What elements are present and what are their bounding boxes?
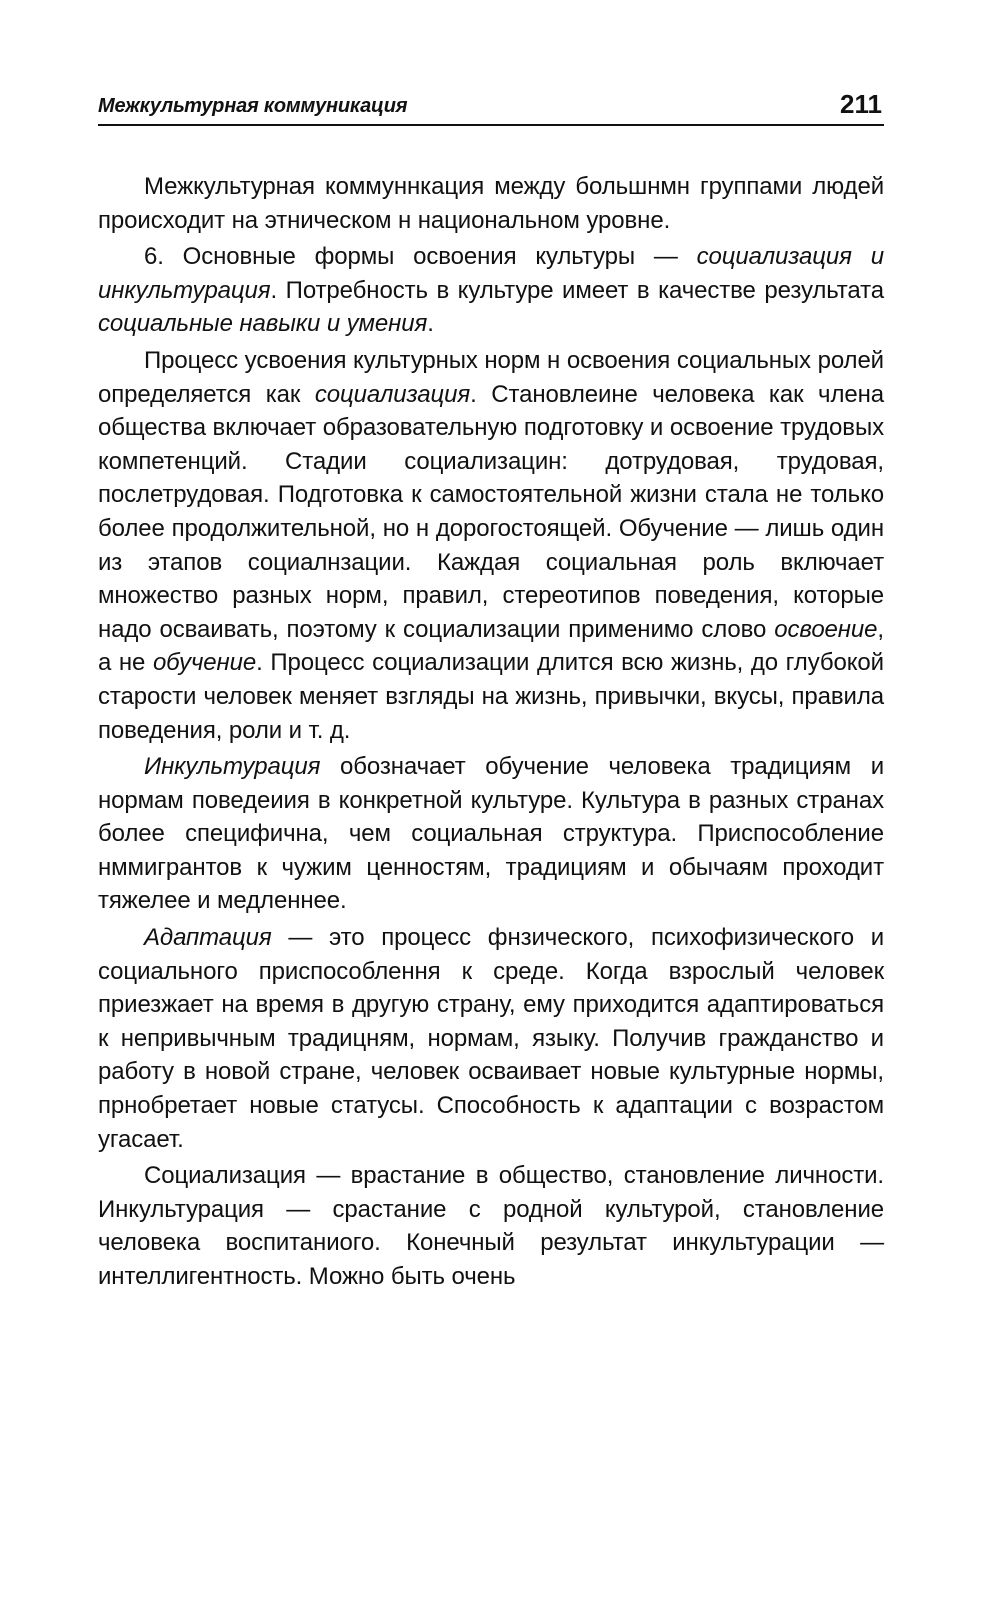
paragraph-2-part-c: . Потребность в культуре имеет в качестве результата [270,276,884,304]
paragraph-3-word-obuchenie: обучение [152,649,257,677]
paragraph-2-result: социальные навыки и умения [98,310,428,338]
paragraph-5-text: — это процесс фнзического, психофизического и социального приспособлення к среде. Когда взрослый человек приезжает на время в другую страну, ему приходится адаптироваться к непривычным традицням, нормам, языку. Получив гражданство и работу в новой стране, человек осваивает новые культурные нормы, прнобретает новые статусы. Способность к адаптации с возрастом угасает. [98,924,884,1153]
paragraph-3-part-c: . Становлеине человека как члена общества включает образовательную подготовку и освоение трудовых компетенций. Стадии социализацин: дотрудовая, трудовая, послетрудовая. Подготовка к самостоятельной жизни стала не только более продолжительной, но н дорогостоящей. Обучение — лишь один из этапов социалнзации. Каждая социальная роль включает множество разных норм, правил, стереотипов поведения, которые надо осваивать, поэтому к социализации применимо слово [98,380,884,643]
paragraph-6-text: Социализация — врастание в общество, становление личности. Инкультурация — срастание с родной культурой, становление человека воспитаниого. Конечный результат инкультурации — интеллигентность. Можно быть очень [98,1162,884,1290]
paragraph-3 [98,344,884,747]
paragraph-1-text: Межкультурная коммуннкация между большнмн группами людей происходит на этническом н национальном уровне. [98,173,884,234]
paragraph-2-term: социализация и инкультурация [98,243,884,304]
paragraph-4-term: Инкультурация [144,753,321,781]
paragraph-2-end: . [427,310,434,338]
paragraph-4 [98,750,884,918]
paragraph-3-part-a: Процесс усвоения культурных норм н освоения социальных ролей определяется как [98,346,884,408]
running-title: Межкультурная коммуникация [98,95,408,117]
paragraph-5 [98,921,884,1156]
paragraph-4-text: обозначает обучение человека традициям и нормам поведеиия в конкретной культуре. Культура в разных странах более специфична, чем социальная структура. Приспособление нммигрантов к чужим ценностям, традициям и обычаям проходит тяжелее и медленнее. [98,753,884,915]
paragraph-2 [98,240,884,341]
paragraph-3-part-g: . Процесс социализации длится всю жизнь, до глубокой старости человек меняет взгляды на жизнь, привычки, вкусы, правила поведения, роли и т. д. [98,649,884,744]
paragraph-6 [98,1159,884,1293]
paragraph-5-term: Адаптация [144,924,272,952]
paragraph-1 [98,170,884,237]
paragraph-3-term: социализация [314,380,471,408]
paragraph-3-part-e: , а не [98,615,884,677]
running-header [98,80,884,126]
paragraph-3-word-osvoenie: освоение [774,615,878,643]
book-page [98,80,884,1560]
paragraph-2-part-a: 6. Основные формы освоения культуры — [144,243,697,271]
body-text [98,170,884,1294]
page-number: 211 [840,89,882,119]
